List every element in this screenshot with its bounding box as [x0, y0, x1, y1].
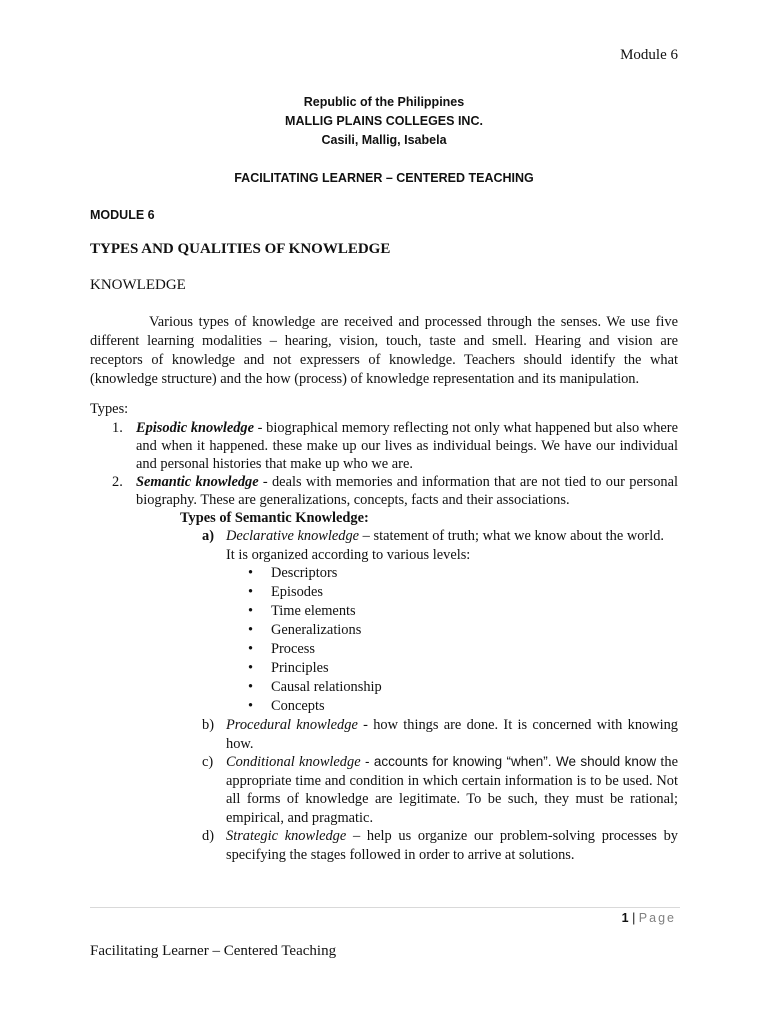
- page-separator: |: [628, 911, 639, 925]
- list-letter: c): [202, 754, 214, 770]
- bullet-icon: •: [248, 622, 254, 638]
- list-item: [202, 827, 678, 864]
- page-word: Page: [638, 911, 676, 925]
- list-number: 1.: [112, 420, 123, 436]
- bullet-icon: •: [248, 641, 254, 657]
- definition-procedural: - how things are done. It is concerned with knowing how.: [226, 717, 678, 752]
- level-label: Causal relationship: [271, 679, 382, 695]
- footer-divider: [90, 907, 680, 908]
- level-label: Concepts: [271, 698, 325, 714]
- section-title: TYPES AND QUALITIES OF KNOWLEDGE: [90, 241, 391, 257]
- definition-semantic: - deals with memories and information that are not tied to our personal biography. These are generalizations, concepts, facts and their associations.: [136, 474, 679, 508]
- footer-title: Facilitating Learner – Centered Teaching: [90, 943, 337, 959]
- semantic-types-heading: Types of Semantic Knowledge:: [180, 510, 369, 526]
- term-episodic: Episodic knowledge: [136, 420, 254, 436]
- term-strategic: Strategic knowledge: [226, 828, 347, 844]
- list-item: [202, 753, 678, 827]
- bullet-icon: •: [248, 603, 254, 619]
- types-label: Types:: [90, 401, 129, 417]
- bullet-icon: •: [248, 660, 254, 676]
- page-number-value: 1: [621, 911, 629, 925]
- bullet-icon: •: [248, 584, 254, 600]
- list-letter: d): [202, 828, 214, 844]
- bullet-icon: •: [248, 565, 254, 581]
- bullet-icon: •: [248, 698, 254, 714]
- semantic-types-list: [202, 527, 678, 864]
- definition-conditional-start: - accounts for knowing “when”. We should know: [360, 754, 657, 769]
- page-number: [622, 911, 676, 925]
- list-item: [248, 697, 678, 716]
- list-letter: a): [202, 528, 214, 544]
- levels-list: [226, 564, 678, 716]
- subheading-knowledge: KNOWLEDGE: [90, 277, 186, 293]
- institution-address: Casili, Mallig, Isabela: [321, 133, 447, 147]
- list-number: 2.: [112, 474, 123, 490]
- list-item: [248, 564, 678, 583]
- bullet-icon: •: [248, 679, 254, 695]
- list-item: [202, 716, 678, 753]
- definition-conditional: the appropriate time and condition in which certain information is to be used. Not all forms of knowledge are legitimate. To be such, they must be rational; empirical, and pragmatic.: [226, 754, 678, 826]
- level-label: Episodes: [271, 584, 323, 600]
- header-module-label: Module 6: [620, 47, 678, 63]
- list-item: [112, 473, 678, 509]
- term-declarative: Declarative knowledge: [226, 528, 360, 544]
- list-item: [248, 640, 678, 659]
- term-procedural: Procedural knowledge: [226, 717, 358, 733]
- institution-country: Republic of the Philippines: [303, 95, 465, 109]
- list-letter: b): [202, 717, 214, 733]
- definition-strategic: – help us organize our problem-solving processes by specifying the stages followed in order to arrive at solutions.: [226, 828, 678, 863]
- intro-paragraph: Various types of knowledge are received and processed through the senses. We use five different learning modalities – hearing, vision, touch, taste and smell. Hearing and vision are receptors of knowledge and not expressers of knowledge. Teachers should identify the what (knowledge structure) and the how (process) of knowledge representation and its manipulation.: [90, 314, 678, 387]
- level-label: Descriptors: [271, 565, 338, 581]
- list-item: [202, 527, 678, 716]
- term-conditional: Conditional knowledge: [226, 754, 361, 770]
- definition-declarative: – statement of truth; what we know about the world.: [359, 528, 665, 544]
- institution-name: MALLIG PLAINS COLLEGES INC.: [285, 114, 483, 128]
- level-label: Process: [271, 641, 315, 657]
- list-item: [112, 419, 678, 473]
- module-label: MODULE 6: [90, 208, 155, 222]
- list-item: [248, 602, 678, 621]
- course-title: FACILITATING LEARNER – CENTERED TEACHING: [234, 171, 534, 185]
- list-item: [248, 621, 678, 640]
- term-semantic: Semantic knowledge: [136, 474, 259, 490]
- level-label: Time elements: [271, 603, 356, 619]
- list-item: [248, 583, 678, 602]
- list-item: [248, 678, 678, 697]
- level-label: Generalizations: [271, 622, 362, 638]
- declarative-subtext: It is organized according to various levels:: [226, 546, 471, 563]
- types-list: [112, 419, 678, 509]
- level-label: Principles: [271, 660, 329, 676]
- list-item: [248, 659, 678, 678]
- definition-episodic: - biographical memory reflecting not only what happened but also where and when it happened. these make up our lives as individual beings. We have our individual and personal histories that make up who we are.: [136, 420, 678, 472]
